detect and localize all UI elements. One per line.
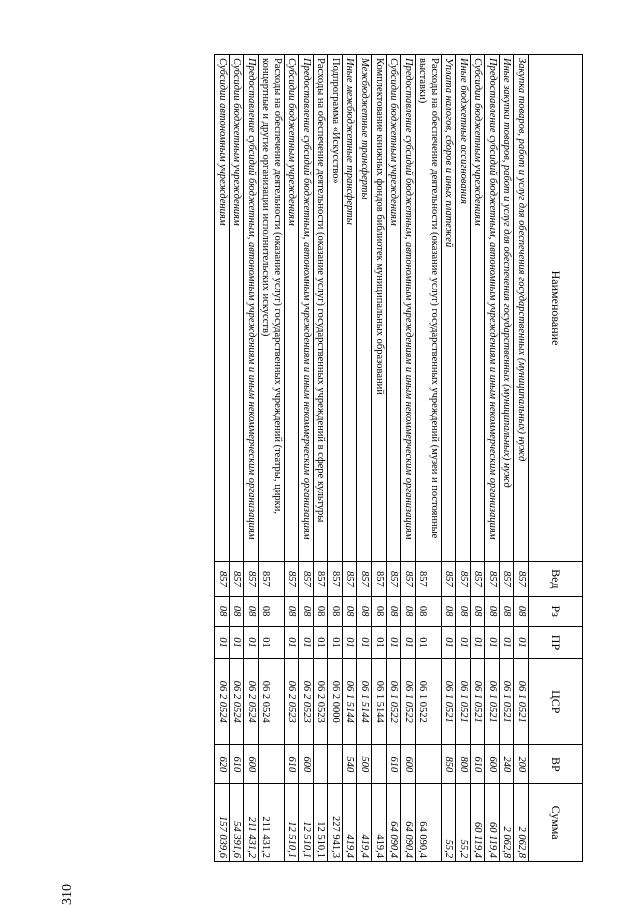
row-ved: 857	[485, 562, 500, 597]
row-sum: 12 510,1	[284, 784, 299, 862]
row-csr: 06 2 0524	[214, 659, 229, 745]
row-csr: 06 2 0524	[258, 659, 284, 745]
row-rz: 08	[244, 596, 259, 626]
table-row	[386, 55, 401, 862]
row-rz: 08	[313, 596, 328, 626]
row-pr: 01	[313, 626, 328, 658]
row-csr: 06 2 0524	[244, 659, 259, 745]
row-rz: 08	[371, 596, 386, 626]
row-rz: 08	[229, 596, 244, 626]
table-body	[214, 55, 528, 862]
table-row	[244, 55, 259, 862]
header-ved: Вед	[529, 562, 583, 597]
row-rz: 08	[386, 596, 401, 626]
row-ved: 857	[386, 562, 401, 597]
row-rz: 08	[258, 596, 284, 626]
row-pr: 01	[328, 626, 343, 658]
row-name: Субсидии бюджетным учреждениям	[386, 55, 401, 562]
row-rz: 08	[342, 596, 357, 626]
row-name: Подпрограмма «Искусство»	[328, 55, 343, 562]
row-pr: 01	[244, 626, 259, 658]
row-csr: 06 1 0521	[470, 659, 485, 745]
row-vr	[313, 745, 328, 784]
row-pr: 01	[514, 626, 529, 658]
row-sum: 12 510,1	[313, 784, 328, 862]
row-sum: 419,4	[371, 784, 386, 862]
row-ved: 857	[214, 562, 229, 597]
row-sum: 419,4	[342, 784, 357, 862]
row-name: Иные закупки товаров, работ и услуг для обеспечения государственных (муниципальных) нужд	[499, 55, 514, 562]
row-ved: 857	[299, 562, 314, 597]
row-pr: 01	[371, 626, 386, 658]
row-sum: 12 510,1	[299, 784, 314, 862]
row-csr: 06 1 5144	[371, 659, 386, 745]
row-rz: 08	[514, 596, 529, 626]
table-row	[214, 55, 229, 862]
page-number: 310	[60, 884, 75, 905]
row-sum: 211 431,2	[244, 784, 259, 862]
header-pr: ПР	[529, 626, 583, 658]
row-rz: 08	[299, 596, 314, 626]
row-csr: 06 1 0522	[401, 659, 416, 745]
row-pr: 01	[470, 626, 485, 658]
row-rz: 08	[328, 596, 343, 626]
row-vr: 500	[357, 745, 372, 784]
row-name: Иные бюджетные ассигнования	[456, 55, 471, 562]
row-ved: 857	[456, 562, 471, 597]
row-vr: 540	[342, 745, 357, 784]
row-csr: 06 1 0521	[514, 659, 529, 745]
row-vr: 600	[299, 745, 314, 784]
table-row	[514, 55, 529, 862]
row-pr: 01	[258, 626, 284, 658]
row-pr: 01	[386, 626, 401, 658]
header-vr: ВР	[529, 745, 583, 784]
row-ved: 857	[415, 562, 441, 597]
row-pr: 01	[485, 626, 500, 658]
row-vr: 240	[499, 745, 514, 784]
row-pr: 01	[357, 626, 372, 658]
table-row	[342, 55, 357, 862]
row-rz: 08	[284, 596, 299, 626]
row-name: Уплата налогов, сборов и иных платежей	[441, 55, 456, 562]
header-sum: Сумма	[529, 784, 583, 862]
row-vr	[258, 745, 284, 784]
row-rz: 08	[401, 596, 416, 626]
row-rz: 08	[456, 596, 471, 626]
table-row	[357, 55, 372, 862]
row-pr: 01	[401, 626, 416, 658]
row-vr	[328, 745, 343, 784]
row-vr: 620	[214, 745, 229, 784]
row-name: Расходы на обеспечение деятельности (оказание услуг) государственных учреждений (театры, цирки, концертные и другие организации исполнительских искусств)	[258, 55, 284, 562]
row-sum: 2 062,8	[499, 784, 514, 862]
row-vr	[415, 745, 441, 784]
row-pr: 01	[415, 626, 441, 658]
table-row	[229, 55, 244, 862]
row-ved: 857	[499, 562, 514, 597]
row-vr: 610	[386, 745, 401, 784]
row-name: Субсидии бюджетным учреждениям	[470, 55, 485, 562]
row-sum: 64 090,4	[415, 784, 441, 862]
row-csr: 06 1 0521	[456, 659, 471, 745]
table-row	[441, 55, 456, 862]
row-name: Предоставление субсидий бюджетным, автономным учреждениям и иным некоммерческим организациям	[244, 55, 259, 562]
row-pr: 01	[284, 626, 299, 658]
row-csr: 06 1 0522	[386, 659, 401, 745]
row-ved: 857	[328, 562, 343, 597]
row-csr: 06 2 0523	[284, 659, 299, 745]
row-csr: 06 2 0523	[299, 659, 314, 745]
row-csr: 06 2 0000	[328, 659, 343, 745]
row-pr: 01	[499, 626, 514, 658]
table-row	[499, 55, 514, 862]
row-sum: 54 391,6	[229, 784, 244, 862]
row-rz: 08	[485, 596, 500, 626]
table-row	[284, 55, 299, 862]
row-name: Субсидии автономным учреждениям	[214, 55, 229, 562]
row-name: Предоставление субсидий бюджетным, автономным учреждениям и иным некоммерческим организациям	[299, 55, 314, 562]
table-row	[371, 55, 386, 862]
row-pr: 01	[229, 626, 244, 658]
row-ved: 857	[371, 562, 386, 597]
row-sum: 64 090,4	[401, 784, 416, 862]
row-vr: 610	[229, 745, 244, 784]
table-row	[415, 55, 441, 862]
row-ved: 857	[284, 562, 299, 597]
row-csr: 06 1 0522	[415, 659, 441, 745]
row-rz: 08	[214, 596, 229, 626]
table-row	[258, 55, 284, 862]
row-sum: 227 941,3	[328, 784, 343, 862]
row-sum: 55,2	[441, 784, 456, 862]
row-rz: 08	[415, 596, 441, 626]
row-name: Субсидии бюджетным учреждениям	[229, 55, 244, 562]
row-rz: 08	[499, 596, 514, 626]
row-name: Межбюджетные трансферты	[357, 55, 372, 562]
row-name: Предоставление субсидий бюджетным, автономным учреждениям и иным некоммерческим организациям	[401, 55, 416, 562]
row-sum: 55,2	[456, 784, 471, 862]
row-pr: 01	[441, 626, 456, 658]
row-vr: 800	[456, 745, 471, 784]
row-sum: 419,4	[357, 784, 372, 862]
row-csr: 06 2 0524	[229, 659, 244, 745]
table-row	[313, 55, 328, 862]
row-csr: 06 1 0521	[499, 659, 514, 745]
table-row	[470, 55, 485, 862]
row-sum: 211 431,2	[258, 784, 284, 862]
row-sum: 60 119,4	[470, 784, 485, 862]
row-ved: 857	[229, 562, 244, 597]
row-sum: 60 119,4	[485, 784, 500, 862]
row-vr	[371, 745, 386, 784]
row-vr: 610	[470, 745, 485, 784]
row-name: Закупка товаров, работ и услуг для обеспечения государственных (муниципальных) нужд	[514, 55, 529, 562]
row-ved: 857	[244, 562, 259, 597]
row-name: Иные межбюджетные трансферты	[342, 55, 357, 562]
row-pr: 01	[299, 626, 314, 658]
row-csr: 06 1 5144	[357, 659, 372, 745]
row-rz: 08	[357, 596, 372, 626]
row-vr: 600	[401, 745, 416, 784]
row-pr: 01	[214, 626, 229, 658]
row-ved: 857	[357, 562, 372, 597]
rotated-table-container	[83, 54, 583, 862]
row-vr: 200	[514, 745, 529, 784]
row-ved: 857	[258, 562, 284, 597]
row-vr: 600	[485, 745, 500, 784]
row-sum: 2 062,8	[514, 784, 529, 862]
row-vr: 600	[244, 745, 259, 784]
table-header-row	[529, 55, 583, 862]
row-vr: 850	[441, 745, 456, 784]
row-sum: 64 090,4	[386, 784, 401, 862]
table-row	[401, 55, 416, 862]
header-csr: ЦСР	[529, 659, 583, 745]
table-row	[485, 55, 500, 862]
row-name: Предоставление субсидий бюджетным, автономным учреждениям и иным некоммерческим организациям	[485, 55, 500, 562]
row-sum: 157 039,6	[214, 784, 229, 862]
row-name: Субсидии бюджетным учреждениям	[284, 55, 299, 562]
row-rz: 08	[441, 596, 456, 626]
row-vr: 610	[284, 745, 299, 784]
row-csr: 06 2 0523	[313, 659, 328, 745]
row-ved: 857	[514, 562, 529, 597]
table-row	[299, 55, 314, 862]
row-ved: 857	[313, 562, 328, 597]
row-csr: 06 1 0521	[441, 659, 456, 745]
row-name: Расходы на обеспечение деятельности (оказание услуг) государственных учреждений в сфере культуры	[313, 55, 328, 562]
header-rz: Рз	[529, 596, 583, 626]
row-csr: 06 1 0521	[485, 659, 500, 745]
row-ved: 857	[342, 562, 357, 597]
row-ved: 857	[401, 562, 416, 597]
budget-table	[214, 54, 583, 862]
row-name: Комплектование книжных фондов библиотек муниципальных образований	[371, 55, 386, 562]
row-csr: 06 1 5144	[342, 659, 357, 745]
table-row	[328, 55, 343, 862]
row-rz: 08	[470, 596, 485, 626]
header-name: Наименование	[529, 55, 583, 562]
row-name: Расходы на обеспечение деятельности (оказание услуг) государственных учреждений (музеи и постоянные выставки)	[415, 55, 441, 562]
row-ved: 857	[441, 562, 456, 597]
row-ved: 857	[470, 562, 485, 597]
row-pr: 01	[342, 626, 357, 658]
table-row	[456, 55, 471, 862]
row-pr: 01	[456, 626, 471, 658]
